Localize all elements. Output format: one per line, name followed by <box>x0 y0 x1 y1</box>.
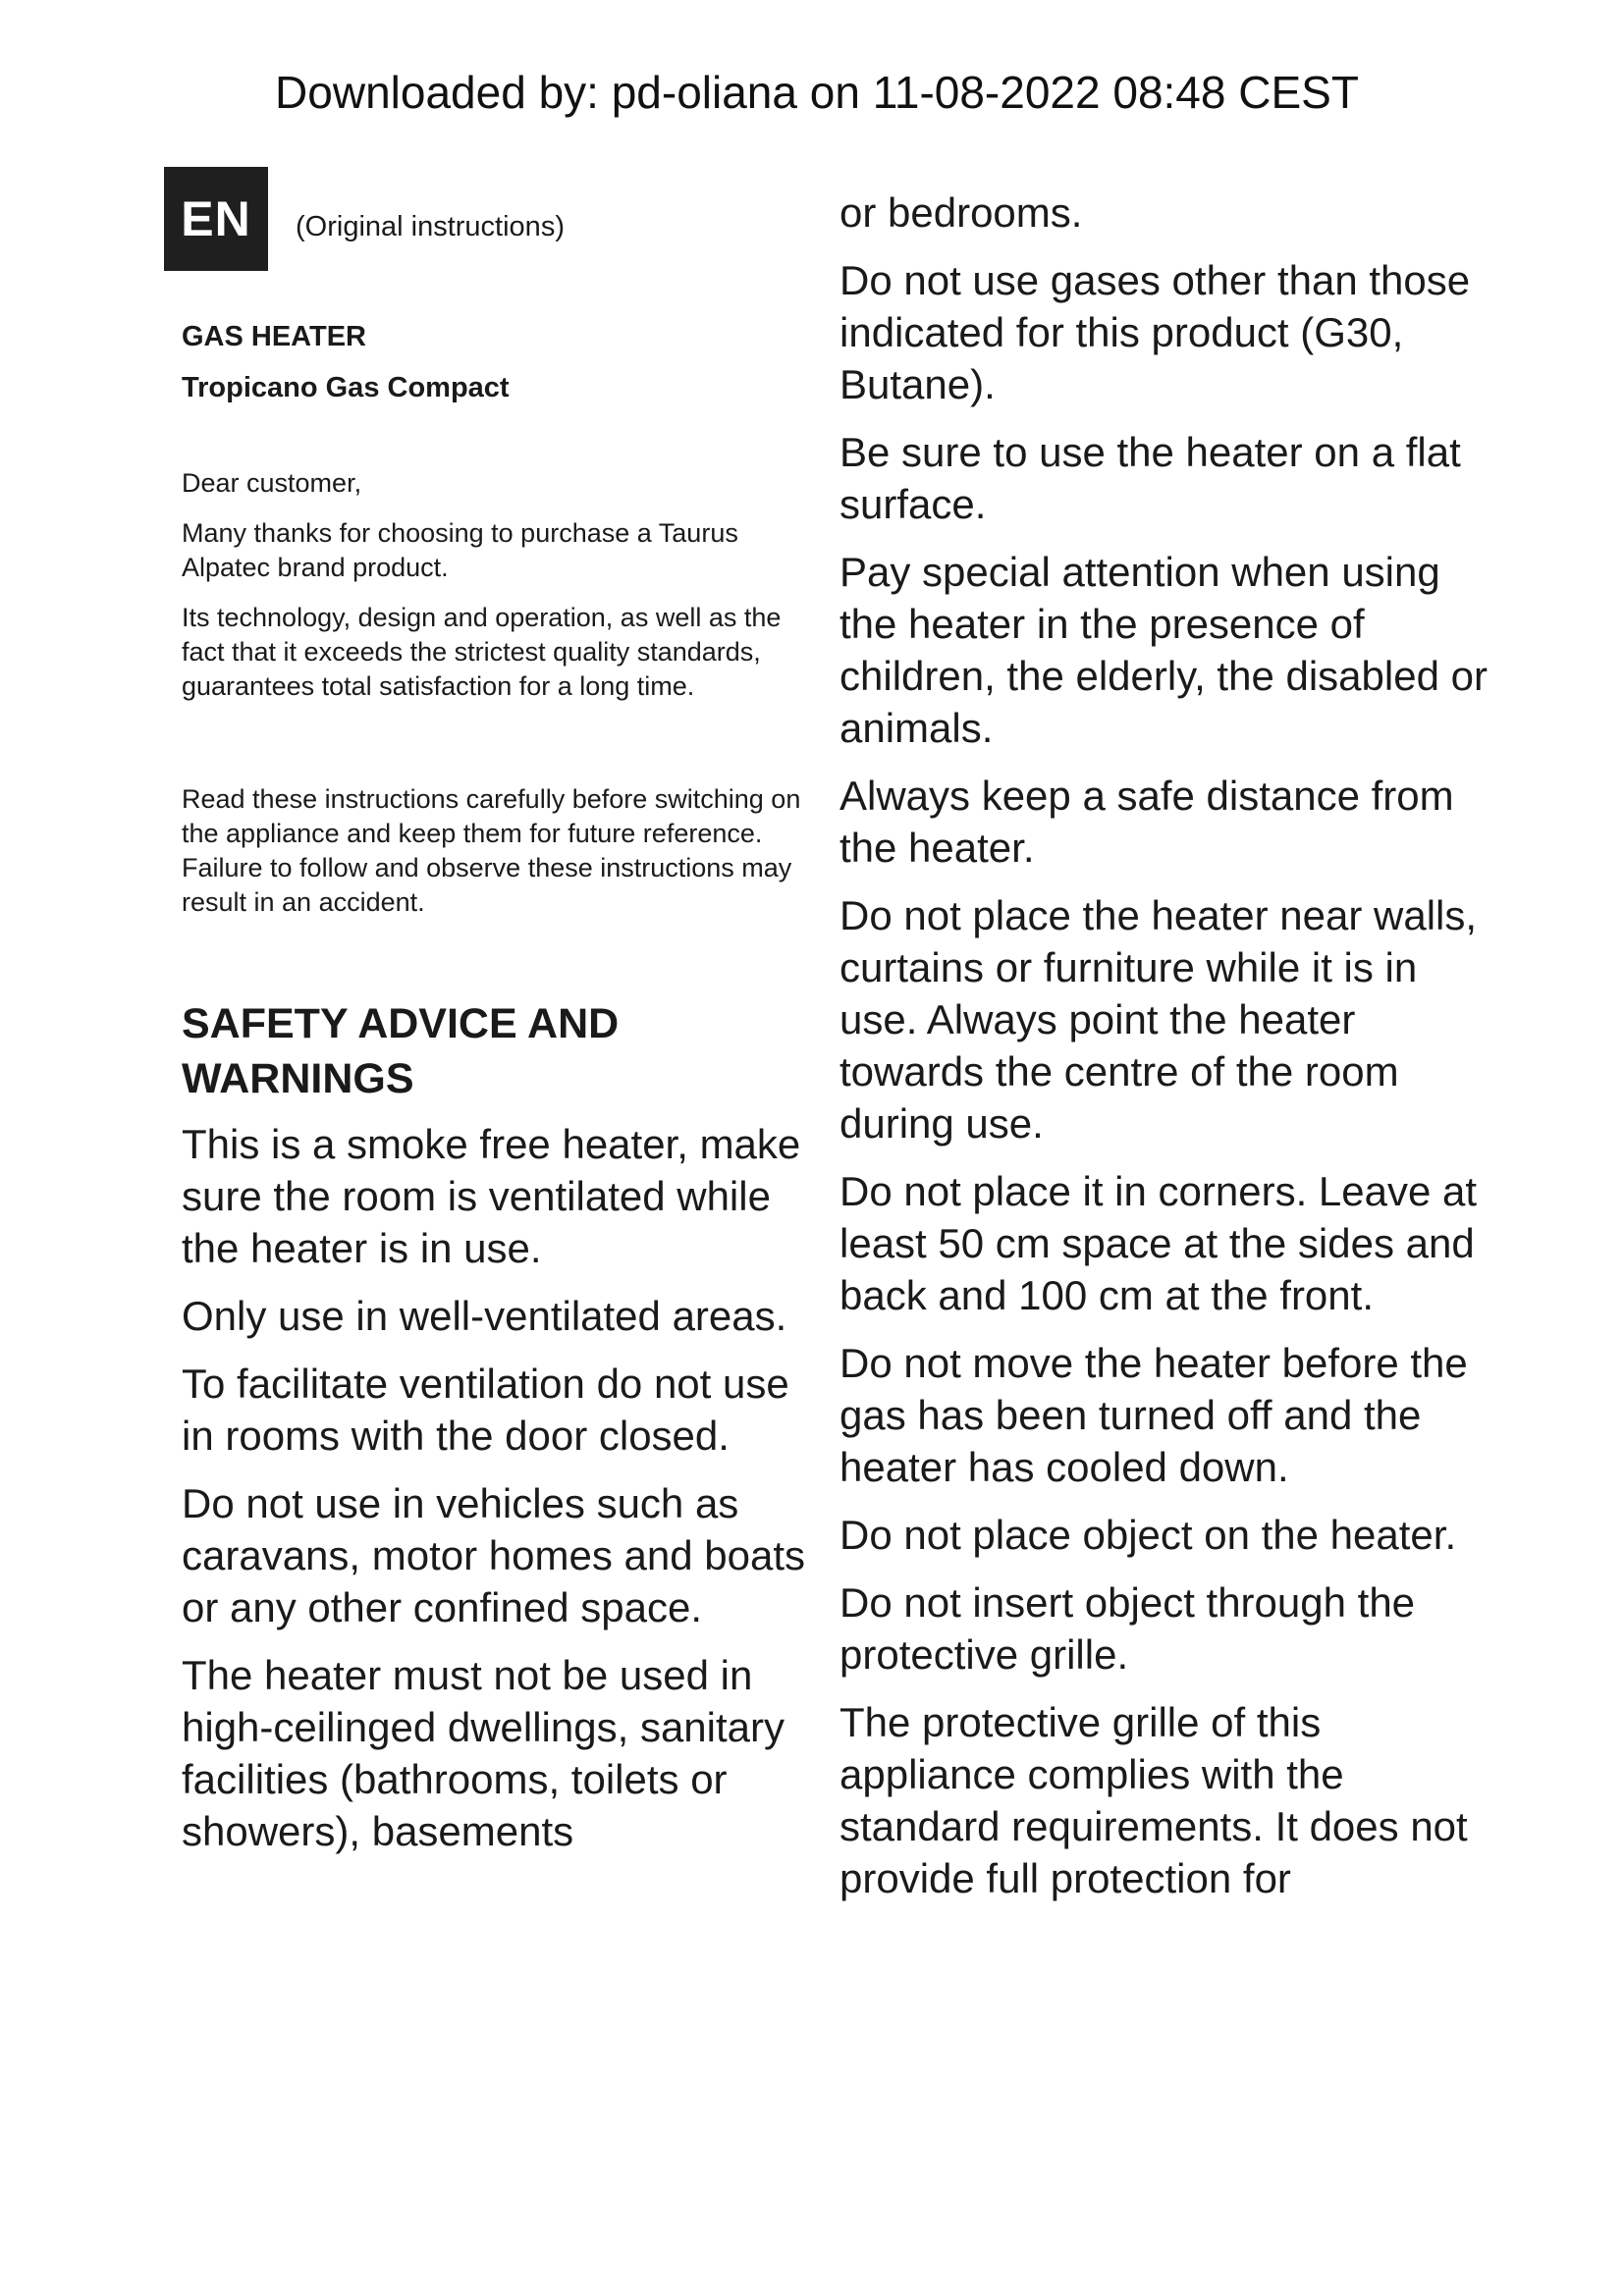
safety-paragraph: Pay special attention when using the heater in the presence of children, the elderly, the disabled or animals. <box>839 549 1488 751</box>
greeting: Dear customer, <box>182 468 362 498</box>
thanks-paragraph: Many thanks for choosing to purchase a Taurus Alpatec brand product. <box>182 518 738 582</box>
product-name: Tropicano Gas Compact <box>182 372 510 403</box>
product-type: GAS HEATER <box>182 321 366 352</box>
original-instructions-label: (Original instructions) <box>296 211 565 242</box>
safety-paragraph: Always keep a safe distance from the heater. <box>839 773 1454 871</box>
safety-paragraph: Do not use in vehicles such as caravans, motor homes and boats or any other confined space. <box>182 1480 806 1630</box>
safety-paragraph: The protective grille of this appliance complies with the standard requirements. It does not provide full protection for <box>839 1699 1468 1901</box>
safety-paragraph: To facilitate ventilation do not use in rooms with the door closed. <box>182 1361 789 1459</box>
safety-paragraph: Do not move the heater before the gas has been turned off and the heater has cooled down. <box>839 1340 1468 1490</box>
right-column <box>839 187 1488 1920</box>
left-column <box>182 319 820 1873</box>
safety-paragraph: or bedrooms. <box>839 189 1083 236</box>
section-title-safety: SAFETY ADVICE AND WARNINGS <box>182 1000 620 1102</box>
read-instructions-paragraph: Read these instructions carefully before switching on the appliance and keep them for future reference. Failure to follow and observe these instructions may result in an accident. <box>182 784 801 917</box>
safety-paragraph: This is a smoke free heater, make sure the room is ventilated while the heater is in use. <box>182 1121 801 1271</box>
safety-paragraph: Do not place the heater near walls, curtains or furniture while it is in use. Always point the heater towards the centre of the room during use. <box>839 892 1478 1147</box>
download-watermark-line: Downloaded by: pd-oliana on 11-08-2022 08:48 CEST <box>275 67 1359 118</box>
technology-paragraph: Its technology, design and operation, as well as the fact that it exceeds the strictest quality standards, guarantees total satisfaction for a long time. <box>182 603 782 701</box>
safety-paragraph: Do not place object on the heater. <box>839 1512 1457 1558</box>
safety-paragraph: Do not use gases other than those indicated for this product (G30, Butane). <box>839 257 1471 407</box>
safety-paragraph: Do not insert object through the protective grille. <box>839 1579 1416 1678</box>
safety-paragraph: The heater must not be used in high-ceilinged dwellings, sanitary facilities (bathrooms, toilets or showers), basements <box>182 1652 785 1854</box>
safety-paragraph: Be sure to use the heater on a flat surface. <box>839 429 1461 527</box>
safety-paragraph: Do not place it in corners. Leave at least 50 cm space at the sides and back and 100 cm at the front. <box>839 1168 1478 1318</box>
safety-paragraph: Only use in well-ventilated areas. <box>182 1293 787 1339</box>
language-badge: EN <box>164 167 268 271</box>
